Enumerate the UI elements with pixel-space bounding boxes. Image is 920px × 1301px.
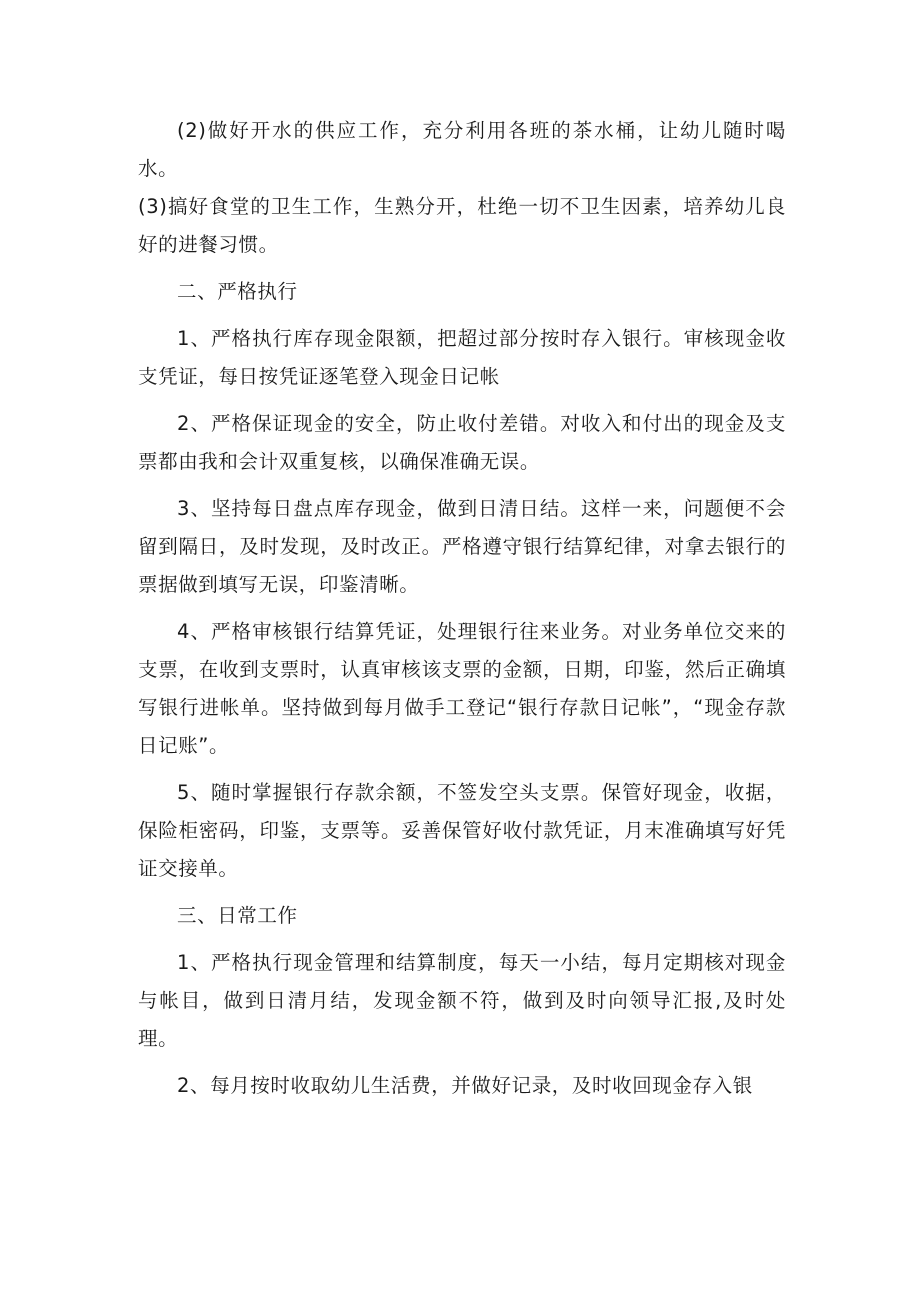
paragraph-daily-count: 3、坚持每日盘点库存现金，做到日清日结。这样一来，问题便不会留到隔日，及时发现，及时改正。严格遵守银行结算纪律，对拿去银行的票据做到填写无误，印鉴清晰。 <box>138 497 786 596</box>
paragraph-canteen-hygiene: (3)搞好食堂的卫生工作，生熟分开，杜绝一切不卫生因素，培养幼儿良好的进餐习惯。 <box>138 195 786 256</box>
section-heading-strict-execution: 二、严格执行 <box>177 280 298 303</box>
paragraph-monthly-fees: 2、每月按时收取幼儿生活费，并做好记录，及时收回现金存入银 <box>177 1074 753 1097</box>
paragraph-bank-vouchers: 4、严格审核银行结算凭证，处理银行往来业务。对业务单位交来的支票，在收到支票时，认真审核该支票的金额，日期，印鉴，然后正确填写银行进帐单。坚持做到每月做手工登记“银行存款日记帐”，“现金存款日记账”。 <box>138 620 786 757</box>
paragraph-cash-safety: 2、严格保证现金的安全，防止收付差错。对收入和付出的现金及支票都由我和会计双重复核，以确保准确无误。 <box>138 412 786 473</box>
paragraph-water-supply: (2)做好开水的供应工作，充分利用各班的茶水桶，让幼儿随时喝水。 <box>138 119 786 180</box>
paragraph-cash-limit: 1、严格执行库存现金限额，把超过部分按时存入银行。审核现金收支凭证，每日按凭证逐笔登入现金日记帐 <box>138 327 786 388</box>
paragraph-cash-management: 1、严格执行现金管理和结算制度，每天一小结，每月定期核对现金与帐目，做到日清月结，发现金额不符，做到及时向领导汇报,及时处理。 <box>138 951 786 1050</box>
section-heading-daily-work: 三、日常工作 <box>177 904 298 927</box>
document-body <box>138 112 786 1114</box>
paragraph-bank-balance: 5、随时掌握银行存款余额，不签发空头支票。保管好现金，收据，保险柜密码，印鉴，支票等。妥善保管好收付款凭证，月末准确填写好凭证交接单。 <box>138 781 786 880</box>
